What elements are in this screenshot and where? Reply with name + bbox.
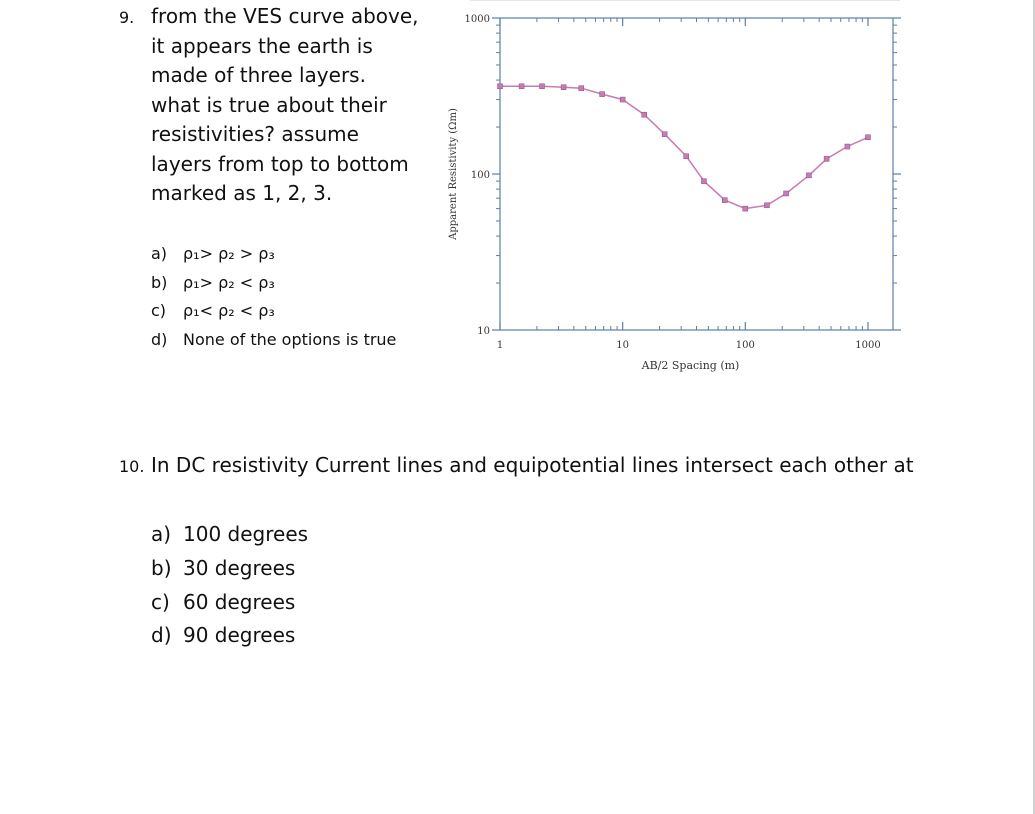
- data-point: [498, 84, 503, 89]
- option-text: 30 degrees: [183, 555, 296, 580]
- data-point: [519, 84, 524, 89]
- option-text: ρ₁< ρ₂ < ρ₃: [183, 301, 275, 320]
- data-point: [684, 154, 689, 159]
- y-tick-label: 10: [477, 326, 490, 337]
- question-9-number: 9.: [119, 8, 135, 27]
- data-point: [784, 191, 789, 196]
- data-point: [722, 198, 727, 203]
- x-tick-label: 1000: [855, 340, 881, 351]
- data-point: [865, 135, 870, 140]
- x-tick-label: 10: [616, 340, 630, 351]
- option-a[interactable]: [151, 518, 308, 552]
- question-9-line: from the VES curve above,: [151, 4, 419, 28]
- y-tick-label: 100: [470, 170, 490, 181]
- option-letter: a): [151, 244, 168, 263]
- question-9-line: marked as 1, 2, 3.: [151, 181, 333, 205]
- data-point: [642, 112, 647, 117]
- data-point: [600, 92, 605, 97]
- plot-frame: [500, 18, 893, 330]
- option-text: None of the options is true: [183, 329, 397, 349]
- option-letter: d): [151, 623, 172, 648]
- option-text: 100 degrees: [183, 522, 309, 546]
- option-letter: d): [151, 329, 168, 349]
- option-c[interactable]: [151, 586, 308, 620]
- data-point: [620, 97, 625, 102]
- option-letter: b): [151, 555, 172, 580]
- option-text: 90 degrees: [183, 623, 296, 648]
- question-10-options: [151, 518, 308, 653]
- option-d[interactable]: [151, 619, 308, 653]
- data-point: [579, 86, 584, 91]
- y-axis-label: Apparent Resistivity (Ωm): [448, 108, 459, 240]
- option-letter: c): [151, 589, 170, 614]
- data-point: [701, 179, 706, 184]
- x-axis-label: AB/2 Spacing (m): [641, 359, 740, 372]
- x-tick-label: 1: [496, 340, 504, 351]
- x-tick-label: 100: [735, 340, 755, 351]
- option-letter: b): [151, 272, 168, 292]
- question-10-text: In DC resistivity Current lines and equipotential lines intersect each other at: [151, 453, 914, 477]
- data-point: [662, 132, 667, 137]
- question-10-number: 10.: [119, 457, 145, 476]
- option-text: 60 degrees: [183, 589, 296, 614]
- question-9-line: resistivities? assume: [151, 122, 359, 146]
- option-letter: a): [151, 522, 172, 546]
- ves-curve-line: [500, 86, 868, 208]
- question-9-line: what is true about their: [151, 92, 387, 117]
- data-point: [743, 206, 748, 211]
- data-point: [539, 84, 544, 89]
- data-point: [845, 144, 850, 149]
- question-9-line: made of three layers.: [151, 63, 366, 87]
- option-b[interactable]: [151, 552, 308, 586]
- y-tick-label: 1000: [464, 14, 490, 25]
- ves-curve-chart: [0, 0, 1035, 400]
- data-point: [824, 156, 829, 161]
- data-point: [764, 203, 769, 208]
- question-9-line: it appears the earth is: [151, 33, 373, 58]
- data-point: [561, 85, 566, 90]
- option-text: ρ₁> ρ₂ < ρ₃: [183, 272, 275, 292]
- data-point: [806, 173, 811, 178]
- option-letter: c): [151, 301, 167, 320]
- question-9-line: layers from top to bottom: [151, 151, 409, 176]
- option-text: ρ₁> ρ₂ > ρ₃: [183, 244, 275, 263]
